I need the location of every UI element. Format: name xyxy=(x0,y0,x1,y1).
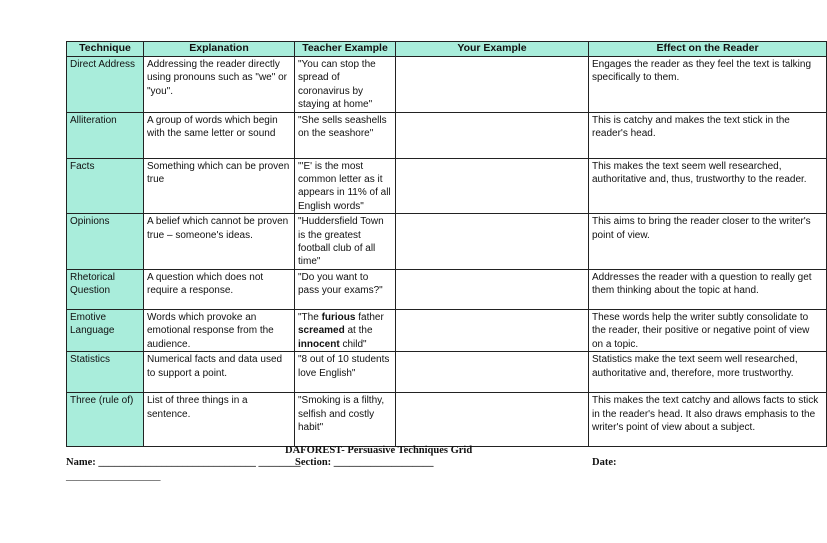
example-text: "The xyxy=(298,311,322,323)
your-example-cell[interactable] xyxy=(396,269,589,309)
persuasive-techniques-table xyxy=(66,41,827,447)
explanation-cell: A belief which cannot be proven true – someone's ideas. xyxy=(144,214,295,270)
effect-cell: This makes the text seem well researched, authoritative and, thus, trustworthy to the reader. xyxy=(589,158,827,214)
example-text: child" xyxy=(339,338,367,350)
table-row xyxy=(67,309,827,351)
explanation-cell: A question which does not require a response. xyxy=(144,269,295,309)
table-row xyxy=(67,57,827,113)
emphasised-word: furious xyxy=(321,311,356,323)
header-effect: Effect on the Reader xyxy=(589,42,827,57)
teacher-example-cell xyxy=(295,309,396,351)
table-header-row xyxy=(67,42,827,57)
header-teacher-example: Teacher Example xyxy=(295,42,396,57)
effect-cell: These words help the writer subtly consolidate to the reader, their positive or negative point of view on a topic. xyxy=(589,309,827,351)
teacher-example-cell: "She sells seashells on the seashore" xyxy=(295,112,396,158)
emphasised-word: innocent xyxy=(298,338,340,350)
teacher-example-cell: "You can stop the spread of coronavirus by staying at home" xyxy=(295,57,396,113)
your-example-cell[interactable] xyxy=(396,112,589,158)
your-example-cell[interactable] xyxy=(396,352,589,393)
effect-cell: This makes the text catchy and allows facts to stick in the reader's head. It also draws emphasis to the writer's point of view about a subject. xyxy=(589,393,827,447)
explanation-cell: A group of words which begin with the same letter or sound xyxy=(144,112,295,158)
effect-cell: This is catchy and makes the text stick in the reader's head. xyxy=(589,112,827,158)
table-row xyxy=(67,393,827,447)
explanation-cell: Addressing the reader directly using pronouns such as "we" or "you". xyxy=(144,57,295,113)
technique-cell: Statistics xyxy=(67,352,144,393)
name-field-continuation[interactable]: __________________ xyxy=(66,471,161,482)
effect-cell: Addresses the reader with a question to really get them thinking about the topic at hand. xyxy=(589,269,827,309)
teacher-example-cell: "8 out of 10 students love English" xyxy=(295,352,396,393)
header-explanation: Explanation xyxy=(144,42,295,57)
example-text: father xyxy=(355,311,384,323)
teacher-example-cell: "Smoking is a filthy, selfish and costly habit" xyxy=(295,393,396,447)
your-example-cell[interactable] xyxy=(396,214,589,270)
section-field[interactable]: Section: ___________________ xyxy=(295,457,434,468)
technique-cell: Direct Address xyxy=(67,57,144,113)
example-text: at the xyxy=(344,325,373,337)
teacher-example-cell: "'E' is the most common letter as it appears in 11% of all English words" xyxy=(295,158,396,214)
effect-cell: Statistics make the text seem well researched, authoritative and, therefore, more trustworthy. xyxy=(589,352,827,393)
effect-cell: This aims to bring the reader closer to the writer's point of view. xyxy=(589,214,827,270)
date-field[interactable]: Date: xyxy=(592,457,617,468)
teacher-example-cell: "Huddersfield Town is the greatest football club of all time" xyxy=(295,214,396,270)
explanation-cell: List of three things in a sentence. xyxy=(144,393,295,447)
table-row xyxy=(67,112,827,158)
technique-cell: Alliteration xyxy=(67,112,144,158)
your-example-cell[interactable] xyxy=(396,309,589,351)
effect-cell: Engages the reader as they feel the text is talking specifically to them. xyxy=(589,57,827,113)
explanation-cell: Numerical facts and data used to support a point. xyxy=(144,352,295,393)
technique-cell: Opinions xyxy=(67,214,144,270)
explanation-cell: Something which can be proven true xyxy=(144,158,295,214)
document-title: DAFOREST- Persuasive Techniques Grid xyxy=(285,445,473,456)
technique-cell: Rhetorical Question xyxy=(67,269,144,309)
header-technique: Technique xyxy=(67,42,144,57)
technique-cell: Three (rule of) xyxy=(67,393,144,447)
technique-cell: Emotive Language xyxy=(67,309,144,351)
your-example-cell[interactable] xyxy=(396,57,589,113)
table-row xyxy=(67,352,827,393)
technique-cell: Facts xyxy=(67,158,144,214)
table-row xyxy=(67,158,827,214)
table-row xyxy=(67,269,827,309)
header-your-example: Your Example xyxy=(396,42,589,57)
table-row xyxy=(67,214,827,270)
emphasised-word: screamed xyxy=(298,325,345,337)
explanation-cell: Words which provoke an emotional response from the audience. xyxy=(144,309,295,351)
your-example-cell[interactable] xyxy=(396,158,589,214)
teacher-example-cell: "Do you want to pass your exams?" xyxy=(295,269,396,309)
your-example-cell[interactable] xyxy=(396,393,589,447)
name-field[interactable]: Name: ______________________________ ________ xyxy=(66,457,301,468)
